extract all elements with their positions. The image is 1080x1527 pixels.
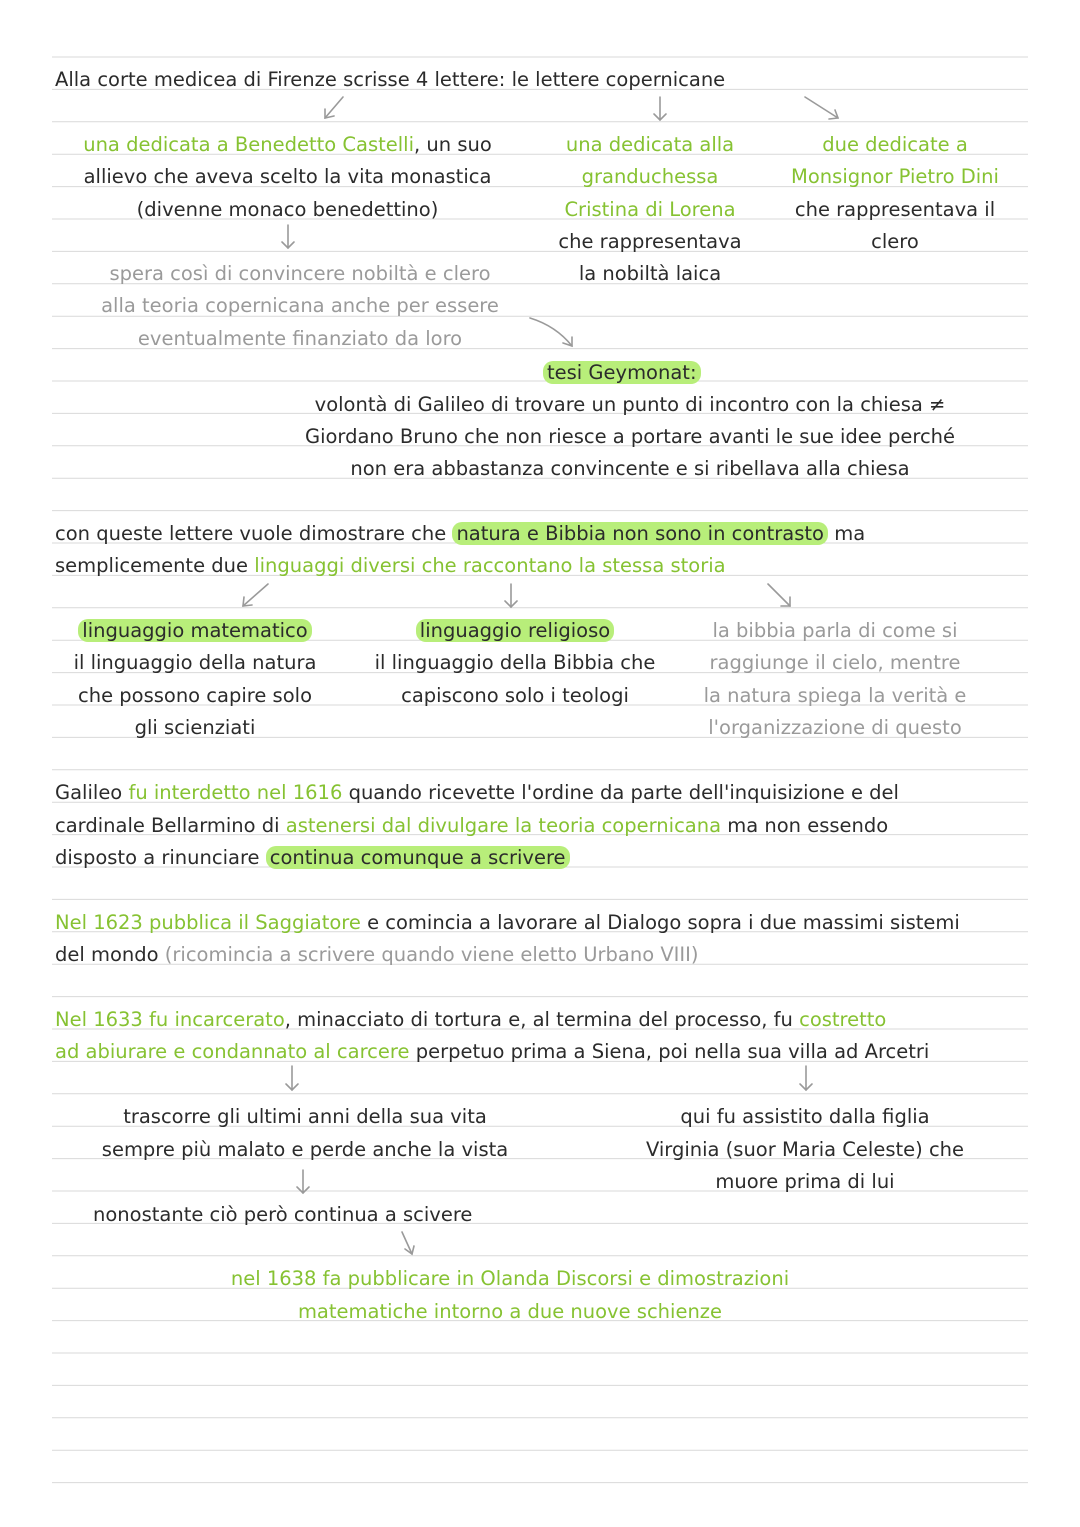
arrow-icon: [768, 584, 790, 606]
s5-left-line-1: trascorre gli ultimi anni della sua vita: [123, 1105, 487, 1128]
arrow-icon: [297, 1170, 309, 1193]
s3-l1-text: Galileo: [55, 781, 129, 804]
s5-l2-text: perpetuo prima a Siena, poi nella sua villa ad Arcetri: [409, 1040, 930, 1063]
s4-l2-gray: (ricomincia a scrivere quando viene eletto Urbano VIII): [164, 943, 699, 966]
castelli-name: una dedicata a Benedetto Castelli: [83, 133, 415, 156]
spera-line-1: spera così di convincere nobiltà e clero: [109, 262, 491, 285]
s2-l2-text: semplicemente due: [55, 554, 255, 577]
s5-l1-green: Nel 1633 fu incarcerato: [55, 1008, 285, 1031]
cristina-line-4: che rappresentava: [558, 230, 742, 253]
s5-l2-green: ad abiurare e condannato al carcere: [55, 1040, 410, 1063]
castelli-line-2: allievo che aveva scelto la vita monastica: [83, 165, 492, 188]
dini-line-3: che rappresentava il: [794, 198, 996, 221]
s4-line-2: [55, 942, 699, 968]
arrow-icon: [243, 584, 268, 606]
arrow-icon: [654, 97, 666, 120]
dini-line-1: due dedicate a: [822, 133, 968, 156]
s5-right-line-3: muore prima di lui: [715, 1170, 895, 1193]
dini-line-4: clero: [871, 230, 919, 253]
s3-line-2: [55, 813, 888, 839]
tesi-line-1: volontà di Galileo di trovare un punto di incontro con la chiesa ≠: [314, 393, 946, 416]
s3-l3-text: disposto a rinunciare: [55, 846, 266, 869]
s4-line-1: [55, 910, 960, 936]
s5-line-1: [55, 1007, 886, 1033]
tesi-label: [543, 360, 701, 386]
s5-left-line-2: sempre più malato e perde anche la vista: [101, 1138, 509, 1161]
s3-l2-end: ma non essendo: [721, 814, 889, 837]
arrow-icon: [402, 1232, 414, 1254]
dini-line-2: Monsignor Pietro Dini: [791, 165, 999, 188]
s4-l2-text: del mondo: [55, 943, 165, 966]
castelli-line-1: [55, 132, 520, 158]
s3-l2-green: astenersi dal divulgare la teoria copernicana: [285, 814, 722, 837]
mat-line-1: il linguaggio della natura: [73, 651, 317, 674]
bib-line-2: raggiunge il cielo, mentre: [709, 651, 961, 674]
cristina-line-3: Cristina di Lorena: [564, 198, 736, 221]
arrow-icon: [800, 1066, 812, 1090]
arrow-icon: [505, 584, 517, 607]
bib-line-3: la natura spiega la verità e: [703, 684, 967, 707]
tesi-line-2: Giordano Bruno che non riesce a portare avanti le sue idee perché: [304, 425, 956, 448]
cristina-line-5: la nobiltà laica: [578, 262, 722, 285]
s5-final-line-2: matematiche intorno a due nuove schienze: [297, 1300, 723, 1323]
mat-label-text: linguaggio matematico: [78, 619, 311, 642]
cristina-line-1: una dedicata alla: [565, 133, 735, 156]
castelli-line-3: (divenne monaco benedettino): [136, 198, 439, 221]
spera-line-2: alla teoria copernicana anche per essere: [101, 294, 499, 317]
bib-line-4: l'organizzazione di questo: [708, 716, 962, 739]
bib-line-1: la bibbia parla di come si: [712, 619, 958, 642]
rel-label: [370, 618, 660, 644]
rel-line-1: il linguaggio della Bibbia che: [374, 651, 656, 674]
s2-l1-end: ma: [828, 522, 866, 545]
arrow-icon: [325, 97, 343, 118]
rel-line-2: capiscono solo i teologi: [401, 684, 629, 707]
mat-label: [55, 618, 335, 644]
tesi-label-text: tesi Geymonat:: [543, 361, 701, 384]
s2-line-1: [55, 521, 865, 547]
s3-l2-text: cardinale Bellarmino di: [55, 814, 286, 837]
s5-l1-text: , minacciato di tortura e, al termina del processo, fu: [284, 1008, 800, 1031]
s3-l1-end: quando ricevette l'ordine da parte dell'inquisizione e del: [342, 781, 899, 804]
section-title-lettere: Alla corte medicea di Firenze scrisse 4 lettere: le lettere copernicane: [55, 68, 726, 91]
s5-nonostante: nonostante ciò però continua a scivere: [93, 1203, 473, 1226]
arrow-icon: [805, 97, 838, 119]
s2-l1-text: con queste lettere vuole dimostrare che: [55, 522, 453, 545]
castelli-desc: , un suo: [414, 133, 492, 156]
s5-l1-green-end: costretto: [799, 1008, 887, 1031]
s3-line-1: [55, 780, 899, 806]
cristina-line-2: granduchessa: [581, 165, 719, 188]
s5-final-line-1: nel 1638 fa pubblicare in Olanda Discorsi e dimostrazioni: [230, 1267, 790, 1290]
s4-l1-green: Nel 1623 pubblica il Saggiatore: [55, 911, 361, 934]
s5-right-line-1: qui fu assistito dalla figlia: [680, 1105, 930, 1128]
tesi-line-3: non era abbastanza convincente e si ribellava alla chiesa: [350, 457, 910, 480]
s2-l2-green: linguaggi diversi che raccontano la stessa storia: [254, 554, 726, 577]
s3-l1-green: fu interdetto nel 1616: [128, 781, 343, 804]
s5-line-2: [55, 1039, 929, 1065]
s5-right-line-2: Virginia (suor Maria Celeste) che: [645, 1138, 965, 1161]
s2-l1-highlight: natura e Bibbia non sono in contrasto: [452, 522, 828, 545]
s3-l3-highlight: continua comunque a scrivere: [266, 846, 570, 869]
s4-l1-text: e comincia a lavorare al Dialogo sopra i due massimi sistemi: [360, 911, 960, 934]
s3-line-3: [55, 845, 570, 871]
rel-label-text: linguaggio religioso: [416, 619, 614, 642]
mat-line-2: che possono capire solo: [77, 684, 312, 707]
s2-line-2: [55, 553, 726, 579]
arrow-icon: [286, 1066, 298, 1090]
mat-line-3: gli scienziati: [134, 716, 256, 739]
spera-line-3: eventualmente finanziato da loro: [137, 327, 463, 350]
arrow-icon: [282, 225, 294, 248]
